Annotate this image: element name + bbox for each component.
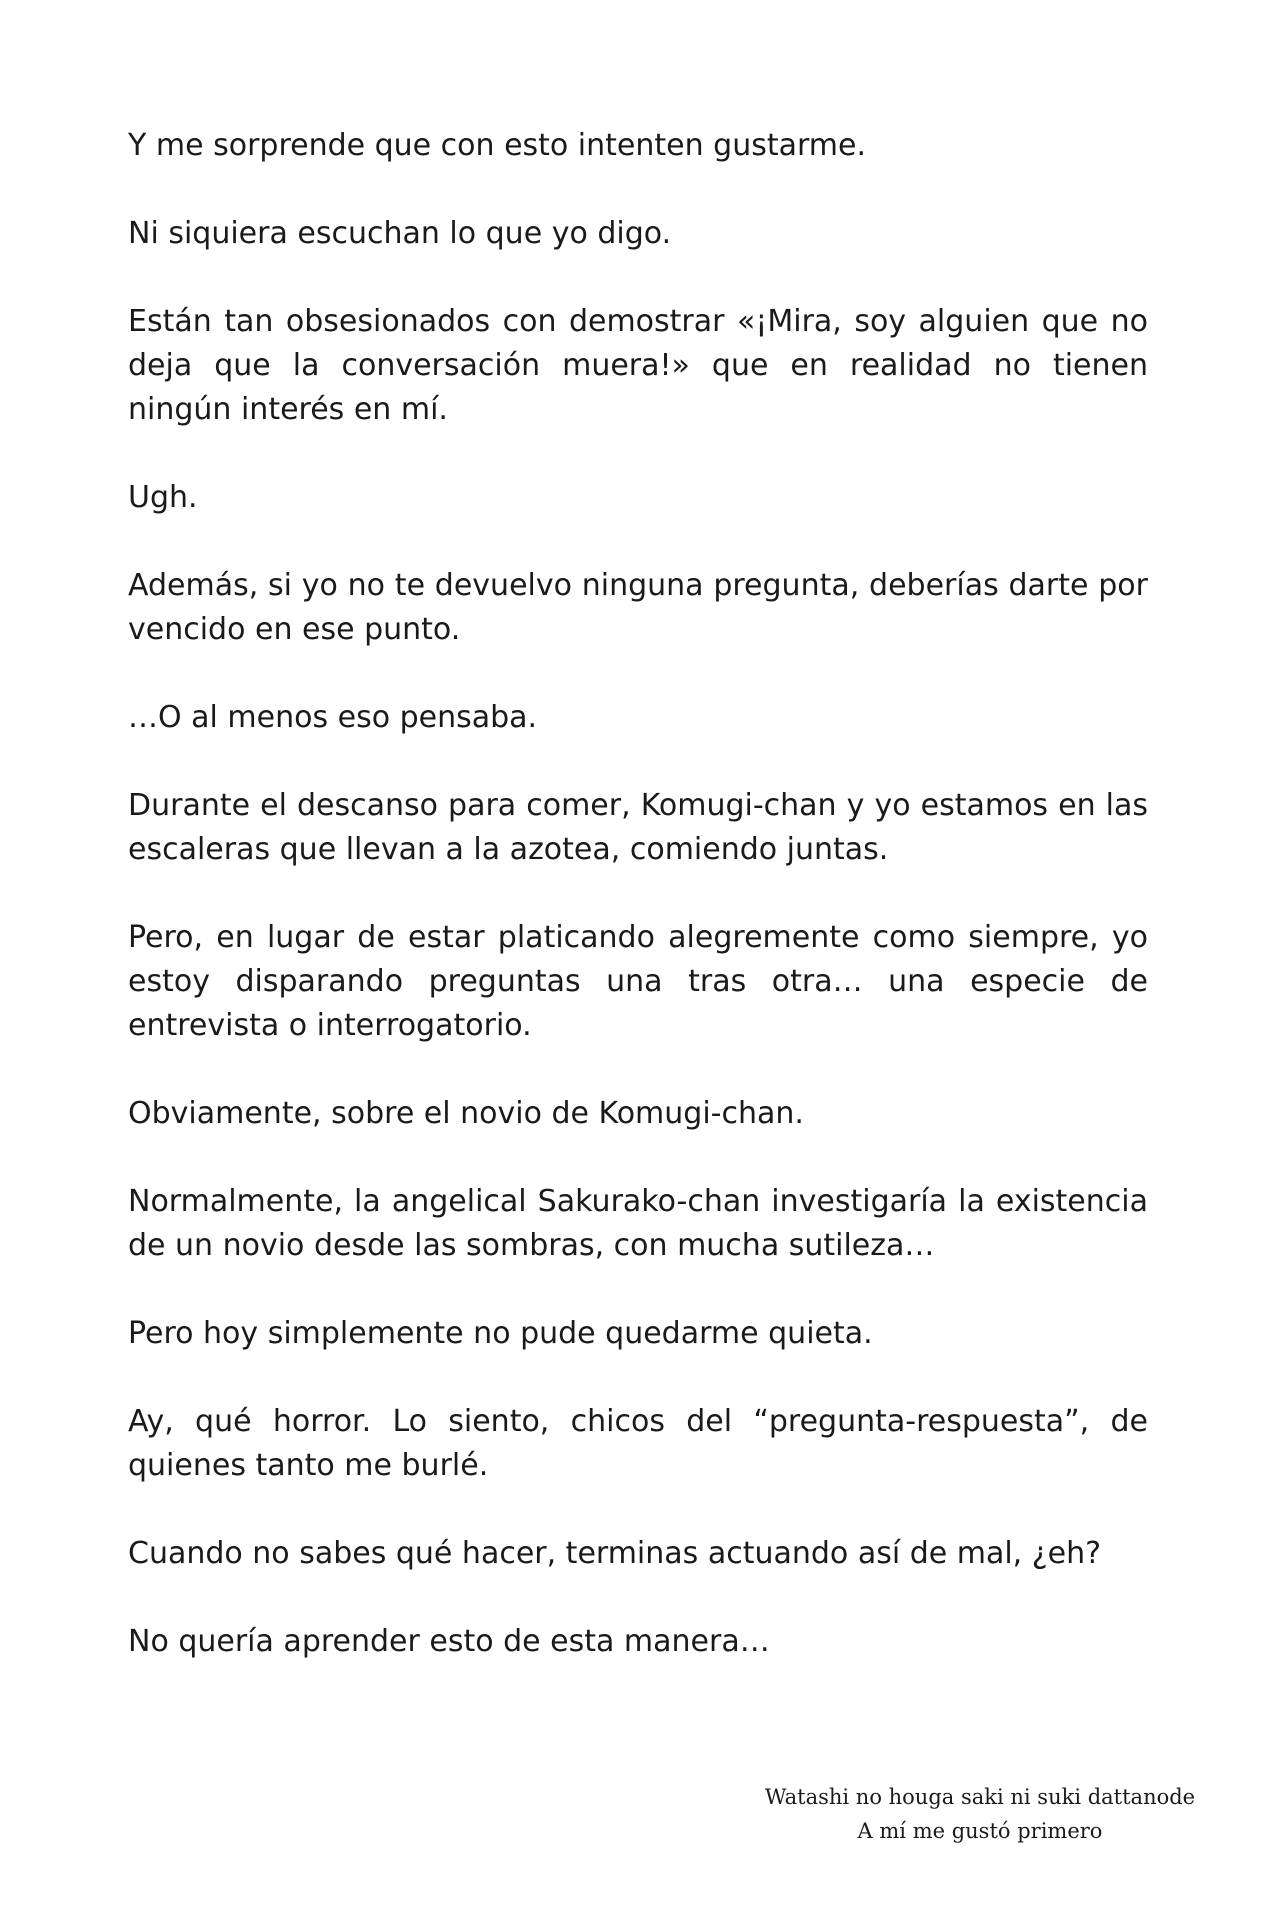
paragraph: Pero, en lugar de estar platicando alegremente como siempre, yo estoy disparando preguntas una tras otra… una especie de entrevista o interrogatorio. [128,920,1148,1043]
paragraph: Están tan obsesionados con demostrar «¡Mira, soy alguien que no deja que la conversación muera!» que en realidad no tienen ningún interés en mí. [128,304,1148,427]
paragraph: Cuando no sabes qué hacer, terminas actuando así de mal, ¿eh? [128,1536,1102,1571]
footer-title: Watashi no houga saki ni suki dattanode [764,1785,1196,1809]
paragraph: Ay, qué horror. Lo siento, chicos del “pregunta-respuesta”, de quienes tanto me burlé. [128,1404,1148,1483]
page-footer [740,1780,1220,1848]
paragraph: No quería aprender esto de esta manera… [128,1624,770,1659]
paragraph: …O al menos eso pensaba. [128,700,538,735]
paragraph: Obviamente, sobre el novio de Komugi-chan. [128,1096,804,1131]
paragraph: Durante el descanso para comer, Komugi-chan y yo estamos en las escaleras que llevan a la azotea, comiendo juntas. [128,788,1148,867]
footer-subtitle: A mí me gustó primero [857,1819,1103,1843]
paragraph: Pero hoy simplemente no pude quedarme quieta. [128,1316,873,1351]
paragraph: Ni siquiera escuchan lo que yo digo. [128,216,672,251]
paragraph: Y me sorprende que con esto intenten gustarme. [128,128,867,163]
paragraph: Normalmente, la angelical Sakurako-chan investigaría la existencia de un novio desde las sombras, con mucha sutileza… [128,1184,1148,1263]
paragraph: Además, si yo no te devuelvo ninguna pregunta, deberías darte por vencido en ese punto. [128,568,1148,647]
body-text [128,124,1148,1708]
paragraph: Ugh. [128,480,198,515]
